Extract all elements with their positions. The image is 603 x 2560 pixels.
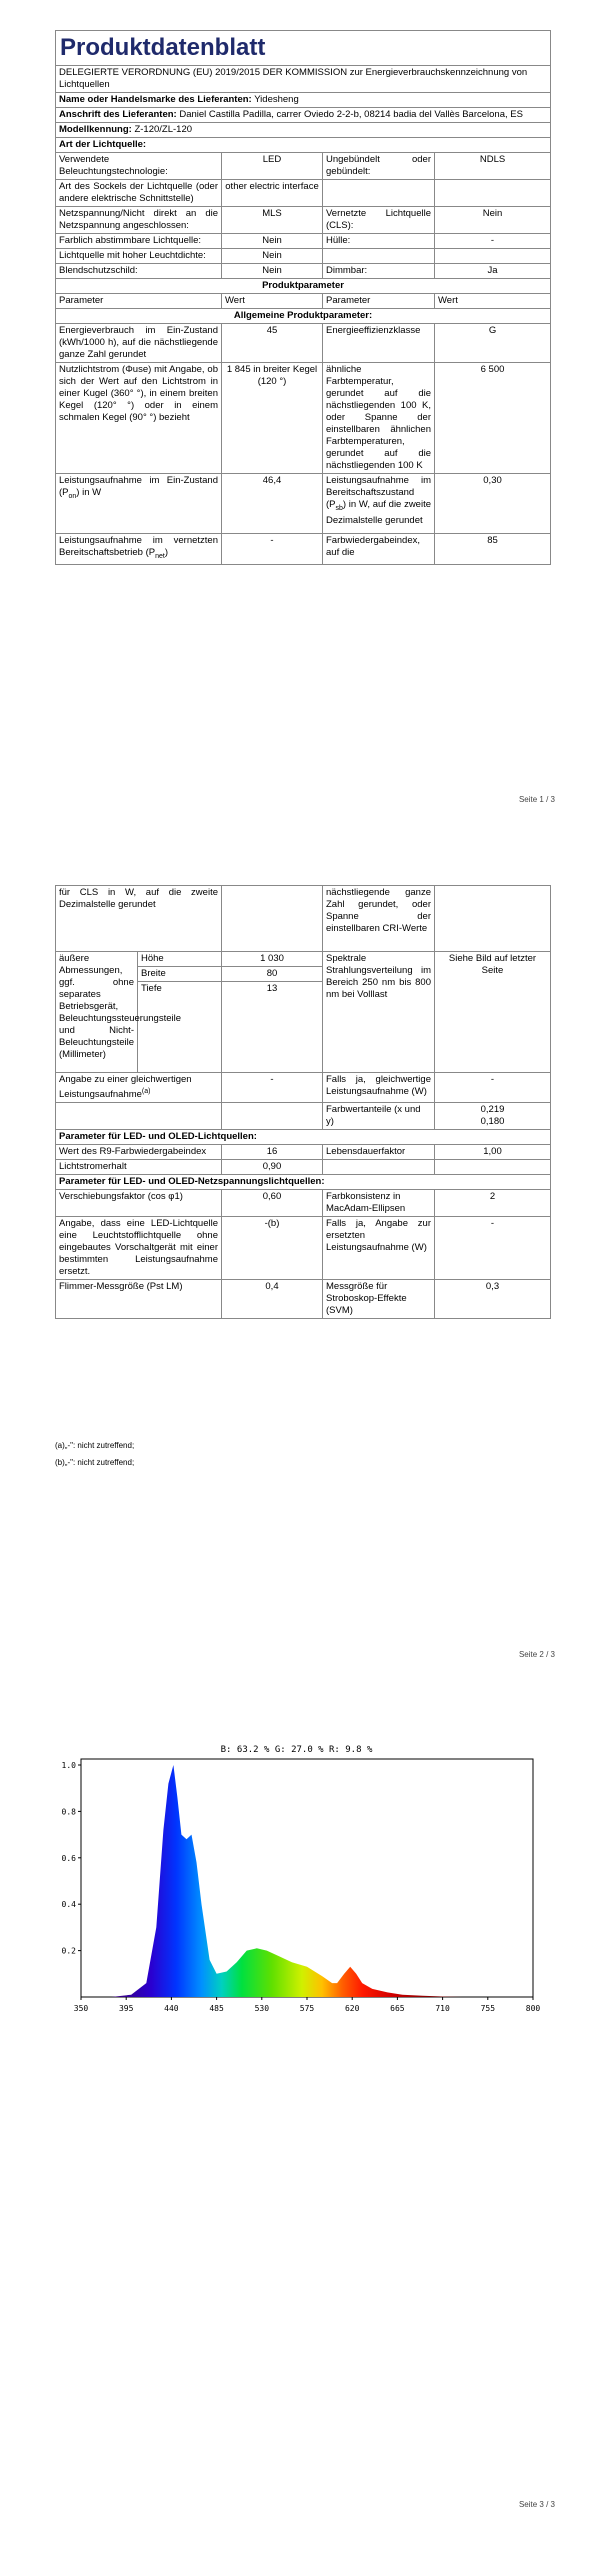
power-factor-label: Verschiebungsfaktor (cos φ1) (56, 1189, 222, 1216)
x-tick-label: 710 (435, 2004, 450, 2013)
networked-standby-label: Leistungsaufnahme im vernetzten Bereitschaftsbetrieb $(P_{net})$ (56, 534, 222, 565)
equivalent-power-value: - (222, 1072, 323, 1102)
x-tick-label: 575 (299, 2004, 315, 2013)
height-value: 1 030 (222, 952, 323, 967)
spectrum-area (81, 1765, 533, 1997)
y-tick-label: 0.4 (61, 1900, 76, 1910)
on-power-label: Leistungsaufnahme im Ein-Zustand $(P_{on})$ in W (56, 474, 222, 534)
spd-label: Spektrale Strahlungsverteilung im Bereich 250 nm bis 800 nm bei Volllast (323, 952, 435, 1073)
spectrum-plot (55, 1745, 541, 2030)
general-params-heading: Allgemeine Produktparameter: (56, 309, 551, 324)
power-factor-value: 0,60 (222, 1189, 323, 1216)
cri-label-cont: nächstliegende ganze Zahl gerundet, oder Spanne der einstellbaren CRI-Werte (323, 886, 435, 952)
depth-label: Tiefe (138, 982, 222, 997)
dimmable-label: Dimmbar: (323, 264, 435, 279)
networked-standby-label-cont: für CLS in W, auf die zweite Dezimalstelle gerundet (56, 886, 222, 952)
cri-label: Farbwiedergabeindex, auf die (323, 534, 435, 565)
fluorescent-replacement-value: -(b) (222, 1216, 323, 1279)
page-number-3: Seite 3 / 3 (518, 2500, 555, 2509)
standby-power-label: Leistungsaufnahme im Bereitschaftszustand $(P_{sb})$ in W, auf die zweite Dezimalstelle gerundet (323, 474, 435, 534)
x-tick-label: 620 (344, 2004, 360, 2013)
energy-value: 45 (222, 324, 323, 363)
led-params-heading: Parameter für LED- und OLED-Lichtquellen: (56, 1129, 551, 1144)
regulation-text: DELEGIERTE VERORDNUNG (EU) 2019/2015 DER KOMMISSION zur Energieverbrauchskennzeichnung von Lichtquellen (56, 66, 551, 93)
envelope-label: Hülle: (323, 234, 435, 249)
glare-value: Nein (222, 264, 323, 279)
chromaticity-x-value: 0,219 (480, 1103, 505, 1115)
chromaticity-label: Farbwertanteile (x und y) (323, 1102, 435, 1129)
glare-label: Blendschutzschild: (56, 264, 222, 279)
survival-factor-label: Lebensdauerfaktor (323, 1144, 435, 1159)
networked-standby-value: - (222, 534, 323, 565)
socket-value: other electric interface (222, 180, 323, 207)
product-params-heading: Produktparameter (56, 279, 551, 294)
technology-value: LED (222, 153, 323, 180)
depth-value: 13 (222, 982, 323, 997)
y-tick-label: 0.2 (61, 1946, 76, 1956)
mains-label: Netzspannung/Nicht direkt an die Netzspannung angeschlossen: (56, 207, 222, 234)
spectrum-chart (55, 1745, 541, 2030)
equivalent-power-label: Angabe zu einer gleichwertigen Leistungsaufnahme$^{(a)}$ (56, 1072, 222, 1102)
useful-flux-value: 1 845 in breiter Kegel (120 °) (222, 363, 323, 474)
cct-label: ähnliche Farbtemperatur, gerundet auf die nächstliegenden 100 K, oder Spanne der einstellbaren ähnlichen Farbtemperaturen, gerundet auf die nächstliegenden 100 K (323, 363, 435, 474)
address-value: Daniel Castilla Padilla, carrer Oviedo 2-2-b, 08214 badia del Vallès Barcelona, ES (179, 109, 523, 120)
cct-value: 6 500 (435, 363, 551, 474)
flicker-value: 0,4 (222, 1279, 323, 1318)
footnote-a: (a)„-": nicht zutreffend; (55, 1441, 135, 1450)
x-tick-label: 665 (390, 2004, 405, 2013)
model-value: Z-120/ZL-120 (134, 124, 193, 135)
x-tick-label: 755 (480, 2004, 496, 2013)
svm-value: 0,3 (435, 1279, 551, 1318)
chromaticity-y-value: 0,180 (480, 1115, 505, 1127)
x-tick-label: 350 (73, 2004, 89, 2013)
macadam-label: Farbkonsistenz in MacAdam-Ellipsen (323, 1189, 435, 1216)
page-2 (0, 885, 603, 1685)
x-tick-label: 485 (209, 2004, 224, 2013)
cls-label: Vernetzte Lichtquelle (CLS): (323, 207, 435, 234)
mains-value: MLS (222, 207, 323, 234)
directional-value: NDLS (435, 153, 551, 180)
high-luminance-value: Nein (222, 249, 323, 264)
fluorescent-replacement-label: Angabe, dass eine LED-Lichtquelle eine Leuchtstofflichtquelle ohne eingebautes Vorschaltgerät mit einer bestimmten Leistungsaufnahme ersetzt. (56, 1216, 222, 1279)
energy-label: Energieverbrauch im Ein-Zustand (kWh/1000 h), auf die nächstliegende ganze Zahl gerundet (56, 324, 222, 363)
y-tick-label: 0.6 (61, 1853, 76, 1863)
datasheet-table-page-2 (55, 885, 551, 1319)
footnote-b: (b)„-": nicht zutreffend; (55, 1458, 135, 1467)
energy-class-value: G (435, 324, 551, 363)
x-tick-label: 800 (525, 2004, 541, 2013)
macadam-value: 2 (435, 1189, 551, 1216)
col-header-value-2: Wert (435, 294, 551, 309)
energy-class-label: Energieeffizienzklasse (323, 324, 435, 363)
x-tick-label: 530 (254, 2004, 270, 2013)
x-tick-label: 440 (164, 2004, 179, 2013)
height-label: Höhe (138, 952, 222, 967)
lumen-maintenance-label: Lichtstromerhalt (56, 1159, 222, 1174)
dimmable-value: Ja (435, 264, 551, 279)
replaced-power-value: - (435, 1216, 551, 1279)
socket-label: Art des Sockels der Lichtquelle (oder andere elektrische Schnittstelle) (56, 180, 222, 207)
x-tick-label: 395 (118, 2004, 134, 2013)
width-label: Breite (138, 967, 222, 982)
page-number-1: Seite 1 / 3 (518, 795, 555, 804)
supplier-value: Yidesheng (254, 94, 299, 105)
standby-power-value: 0,30 (435, 474, 551, 534)
page-1 (0, 0, 603, 830)
lumen-maintenance-value: 0,90 (222, 1159, 323, 1174)
col-header-param-1: Parameter (56, 294, 222, 309)
mains-led-params-heading: Parameter für LED- und OLED-Netzspannungslichtquellen: (56, 1174, 551, 1189)
directional-label: Ungebündelt oder gebündelt: (323, 153, 435, 180)
cls-value: Nein (435, 207, 551, 234)
y-tick-label: 0.8 (61, 1807, 76, 1817)
page-3 (0, 1700, 603, 2560)
width-value: 80 (222, 967, 323, 982)
svm-label: Messgröße für Stroboskop-Effekte (SVM) (323, 1279, 435, 1318)
tunable-label: Farblich abstimmbare Lichtquelle: (56, 234, 222, 249)
dimensions-label: äußere Abmessungen, ggf. ohne separates Betriebsgerät, Beleuchtungssteuerungsteile und Nicht-Beleuchtungsteile (Millimeter) (56, 952, 138, 1073)
survival-factor-value: 1,00 (435, 1144, 551, 1159)
tunable-value: Nein (222, 234, 323, 249)
spd-value: Siehe Bild auf letzter Seite (435, 952, 551, 1073)
col-header-param-2: Parameter (323, 294, 435, 309)
y-tick-label: 1.0 (61, 1761, 76, 1770)
r9-label: Wert des R9-Farbwiedergabeindex (56, 1144, 222, 1159)
page-title: Produktdatenblatt (56, 31, 551, 66)
equivalent-power-yes-value: - (435, 1072, 551, 1102)
page-number-2: Seite 2 / 3 (518, 1650, 555, 1659)
col-header-value-1: Wert (222, 294, 323, 309)
equivalent-power-yes-label: Falls ja, gleichwertige Leistungsaufnahme (W) (323, 1072, 435, 1102)
light-type-heading: Art der Lichtquelle: (56, 138, 551, 153)
address-label: Anschrift des Lieferanten: (59, 109, 177, 120)
useful-flux-label: Nutzlichtstrom (Φuse) mit Angabe, ob sich der Wert auf den Lichtstrom in einer Kugel (360° °), in einem breiten Kegel (120° °) oder in einem schmalen Kegel (90° °) bezieht (56, 363, 222, 474)
datasheet-table-page-1 (55, 30, 551, 565)
envelope-value: - (435, 234, 551, 249)
technology-label: Verwendete Beleuchtungstechnologie: (56, 153, 222, 180)
supplier-label: Name oder Handelsmarke des Lieferanten: (59, 94, 252, 105)
plot-frame (81, 1759, 533, 1997)
r9-value: 16 (222, 1144, 323, 1159)
model-label: Modellkennung: (59, 124, 132, 135)
flicker-label: Flimmer-Messgröße (Pst LM) (56, 1279, 222, 1318)
cri-value: 85 (435, 534, 551, 565)
chart-title: B: 63.2 % G: 27.0 % R: 9.8 % (220, 1745, 373, 1755)
high-luminance-label: Lichtquelle mit hoher Leuchtdichte: (56, 249, 222, 264)
replaced-power-label: Falls ja, Angabe zur ersetzten Leistungsaufnahme (W) (323, 1216, 435, 1279)
on-power-value: 46,4 (222, 474, 323, 534)
